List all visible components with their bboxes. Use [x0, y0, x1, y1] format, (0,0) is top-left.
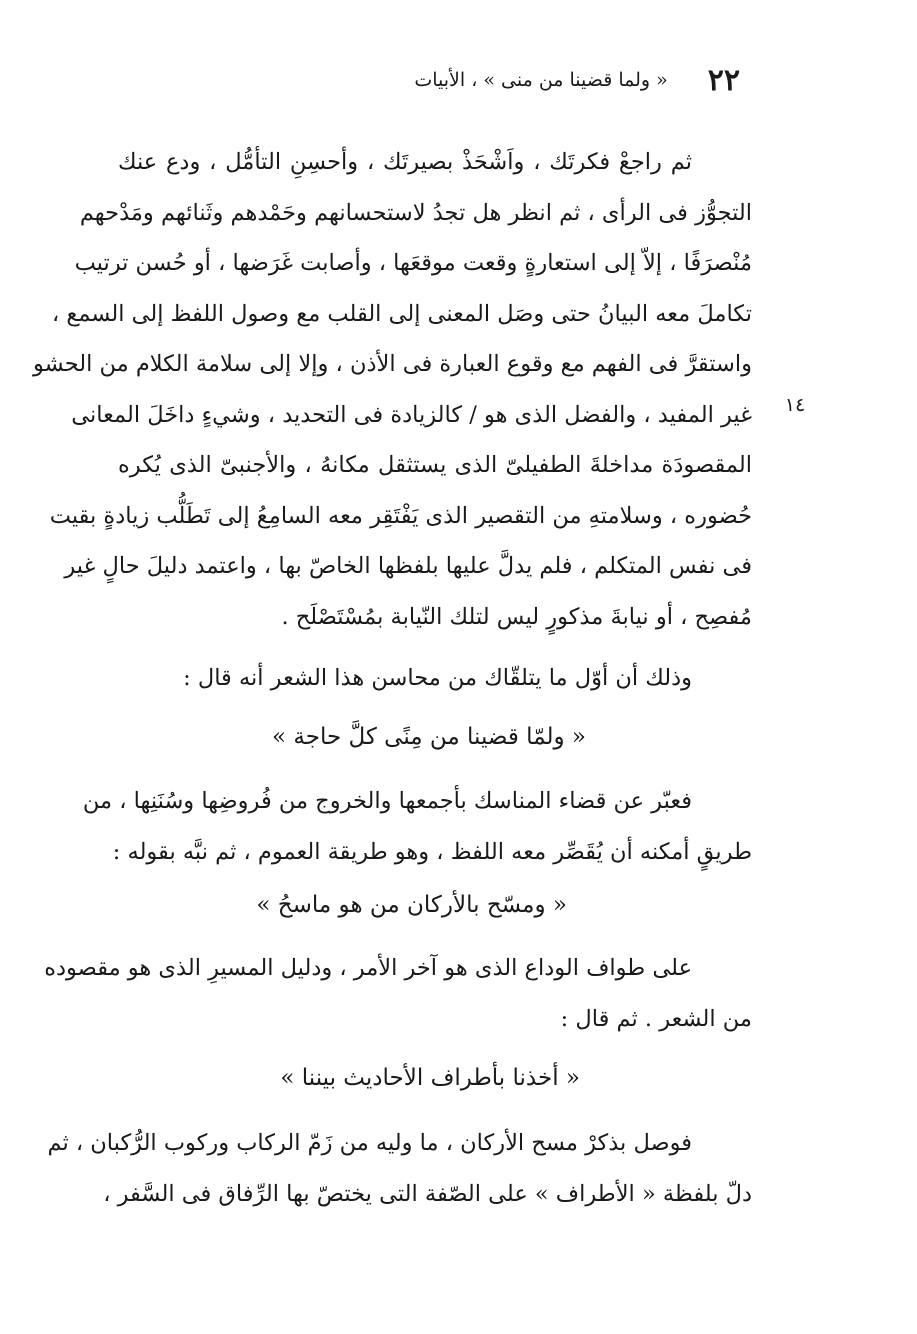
verse-quote-2: « ومسّح بالأركان من هو ماسحُ » [256, 892, 567, 918]
paragraph-line: وذلك أن أوّل ما يتلقّاك من محاسن هذا الشعر أنه قال : [183, 665, 692, 691]
paragraph-line: فعبّر عن قضاء المناسك بأجمعها والخروج من فُروضِها وسُنَنِها ، من [82, 788, 692, 814]
paragraph-5 [47, 1118, 752, 1219]
paragraph-3 [82, 776, 752, 877]
running-head [300, 60, 740, 100]
running-head-title: « ولما قضينا من منى » ، الأبيات [414, 69, 668, 91]
paragraph-line: مُنْصرَفًا ، إلاّ إلى استعارةٍ وقعت موقعَها ، وأصابت غَرَضها ، أو حُسن ترتيب [74, 250, 752, 276]
paragraph-1 [33, 137, 753, 642]
paragraph-line: من الشعر . ثم قال : [560, 1005, 752, 1032]
paragraph-line: طريقٍ أمكنه أن يُقَصِّر معه اللفظ ، وهو طريقة العموم ، ثم نبَّه بقوله : [112, 838, 752, 865]
paragraph-2 [118, 653, 752, 704]
paragraph-4 [44, 943, 752, 1044]
paragraph-line: فى نفس المتكلم ، فلم يدلَّ عليها بلفظها الخاصّ بها ، واعتمد دليلَ حالٍ غير [64, 553, 752, 579]
paragraph-line: حُضوره ، وسلامتهِ من التقصير الذى يَفْتَقِر معه السامِعُ إلى تَطَلُّب زيادةٍ بقيت [49, 502, 752, 529]
paragraph-line: المقصودَة مداخلةَ الطفيلىّ الذى يستثقل مكانهُ ، والأجنبىّ الذى يُكره [118, 452, 753, 478]
paragraph-line: واستقرَّ فى الفهم مع وقوع العبارة فى الأذن ، وإلا إلى سلامة الكلام من الحشو [33, 351, 752, 377]
paragraph-line: دلّ بلفظة « الأطراف » على الصّفة التى يختصّ بها الرِّفاق فى السَّفر ، [103, 1180, 752, 1207]
paragraph-line: على طواف الوداع الذى هو آخر الأمر ، ودليل المسيرِ الذى هو مقصوده [44, 955, 692, 981]
paragraph-line: مُفصِح ، أو نيابةَ مذكورٍ ليس لتلك النّيابة بمُسْتَصْلَح . [281, 603, 752, 630]
paragraph-line: ثم راجعْ فكرتَك ، واَشْحَذْ بصيرتَك ، وأحسِنِ التأمُّل ، ودع عنك [118, 149, 692, 175]
verse-quote-1: « ولمّا قضينا من مِنًى كلَّ حاجة » [272, 724, 586, 750]
page-number: ٢٢ [707, 62, 740, 98]
paragraph-line: التجوُّز فى الرأى ، ثم انظر هل تجدُ لاستحسانهم وحَمْدهم وثَنائهم ومَدْحهم [79, 199, 752, 226]
paragraph-line: تكاملَ معه البيانُ حتى وصَل المعنى إلى القلب مع وصول اللفظ إلى السمع ، [51, 300, 752, 327]
paragraph-line: غير المفيد ، والفضل الذى هو / كالزيادة فى التحديد ، وشيءٍ داخَلَ المعانى [71, 401, 752, 428]
verse-quote-3: « أخذنا بأطراف الأحاديث بيننا » [280, 1065, 580, 1091]
paragraph-line: فوصل بذكرْ مسح الأركان ، ما وليه من زَمّ الركاب وركوب الرُّكبان ، ثم [47, 1130, 692, 1156]
margin-line-number: ١٤ [784, 394, 806, 416]
